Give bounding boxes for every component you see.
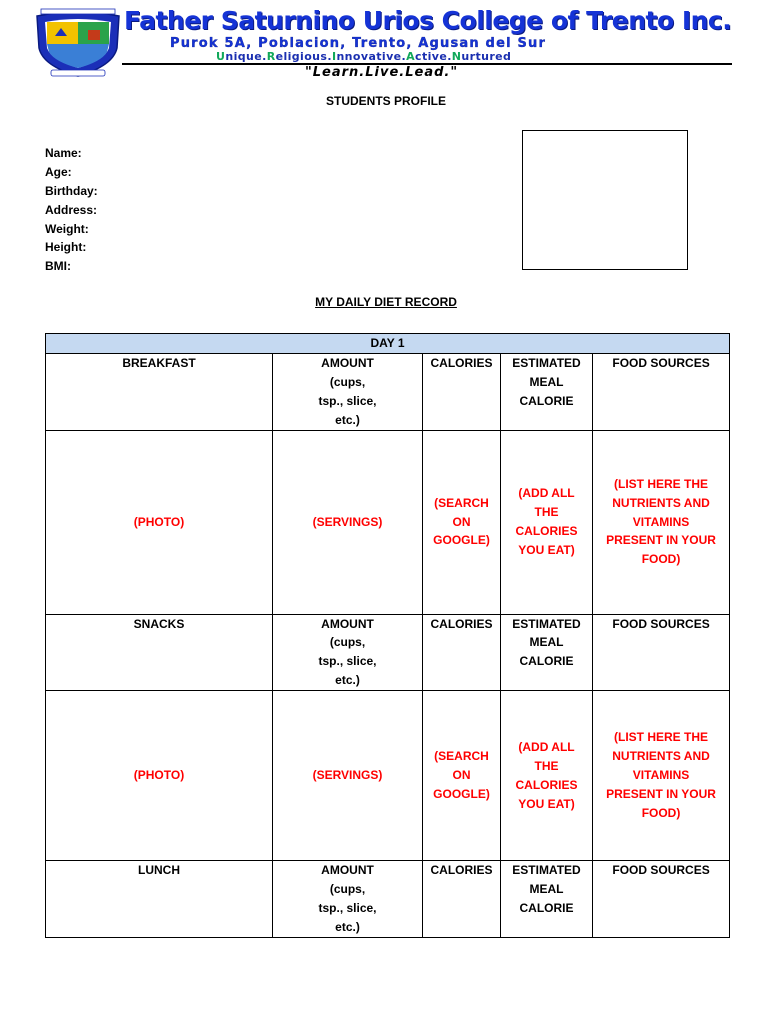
college-address: Purok 5A, Poblacion, Trento, Agusan del Sur — [170, 36, 547, 51]
diet-record-table — [45, 333, 730, 938]
name-label: Name: — [45, 146, 82, 160]
birthday-label: Birthday: — [45, 183, 98, 198]
college-motto-acronym — [216, 50, 511, 63]
acronym-word: eligious. — [275, 50, 332, 63]
acronym-letter: R — [266, 50, 276, 63]
estimated-calorie-cell[interactable]: (ADD ALL THE CALORIES YOU EAT) — [501, 430, 593, 614]
table-row — [46, 691, 730, 861]
calories-header: CALORIES — [423, 353, 501, 430]
bmi-label: BMI: — [45, 259, 71, 274]
food-sources-cell[interactable]: (LIST HERE THE NUTRIENTS AND VITAMINS PRESENT IN YOUR FOOD) — [593, 430, 730, 614]
college-header — [0, 0, 768, 85]
estimated-calorie-cell[interactable]: (ADD ALL THE CALORIES YOU EAT) — [501, 691, 593, 861]
amount-header: AMOUNT (cups, tsp., slice, etc.) — [273, 614, 423, 691]
calories-cell[interactable]: (SEARCH ON GOOGLE) — [423, 691, 501, 861]
acronym-letter: N — [451, 50, 462, 63]
day-header: DAY 1 — [46, 334, 730, 354]
acronym-letter: A — [406, 50, 416, 63]
meal-label-breakfast: BREAKFAST — [46, 353, 273, 430]
amount-header: AMOUNT (cups, tsp., slice, etc.) — [273, 861, 423, 938]
calories-header: CALORIES — [423, 861, 501, 938]
student-photo-box[interactable] — [522, 130, 688, 270]
meal-label-snacks: SNACKS — [46, 614, 273, 691]
servings-cell[interactable]: (SERVINGS) — [273, 430, 423, 614]
estimated-calorie-header: ESTIMATED MEAL CALORIE — [501, 614, 593, 691]
weight-label: Weight: — [45, 221, 89, 236]
address-label: Address: — [45, 202, 98, 217]
college-name: Father Saturnino Urios College of Trento Inc. — [124, 6, 732, 35]
food-sources-header: FOOD SOURCES — [593, 614, 730, 691]
table-row — [46, 861, 730, 938]
meal-label-lunch: LUNCH — [46, 861, 273, 938]
diet-record-title: MY DAILY DIET RECORD — [315, 295, 457, 309]
table-row — [46, 353, 730, 430]
photo-cell[interactable]: (PHOTO) — [46, 430, 273, 614]
table-row — [46, 430, 730, 614]
amount-header: AMOUNT (cups, tsp., slice, etc.) — [273, 353, 423, 430]
calories-cell[interactable]: (SEARCH ON GOOGLE) — [423, 430, 501, 614]
table-row — [46, 614, 730, 691]
college-seal-logo — [33, 8, 123, 78]
servings-cell[interactable]: (SERVINGS) — [273, 691, 423, 861]
acronym-letter: U — [216, 50, 226, 63]
acronym-word: nnovative. — [336, 50, 407, 63]
acronym-word: nique. — [225, 50, 267, 63]
acronym-word: ctive. — [415, 50, 452, 63]
food-sources-header: FOOD SOURCES — [593, 353, 730, 430]
food-sources-cell[interactable]: (LIST HERE THE NUTRIENTS AND VITAMINS PRESENT IN YOUR FOOD) — [593, 691, 730, 861]
profile-fields — [45, 144, 98, 276]
estimated-calorie-header: ESTIMATED MEAL CALORIE — [501, 353, 593, 430]
table-row — [46, 334, 730, 354]
height-label: Height: — [45, 240, 87, 255]
photo-cell[interactable]: (PHOTO) — [46, 691, 273, 861]
college-tagline: "Learn.Live.Lead." — [305, 65, 459, 80]
food-sources-header: FOOD SOURCES — [593, 861, 730, 938]
acronym-word: urtured — [461, 50, 512, 63]
page-title: STUDENTS PROFILE — [325, 94, 446, 108]
acronym-letter: I — [331, 50, 337, 63]
estimated-calorie-header: ESTIMATED MEAL CALORIE — [501, 861, 593, 938]
calories-header: CALORIES — [423, 614, 501, 691]
age-label: Age: — [45, 164, 72, 179]
